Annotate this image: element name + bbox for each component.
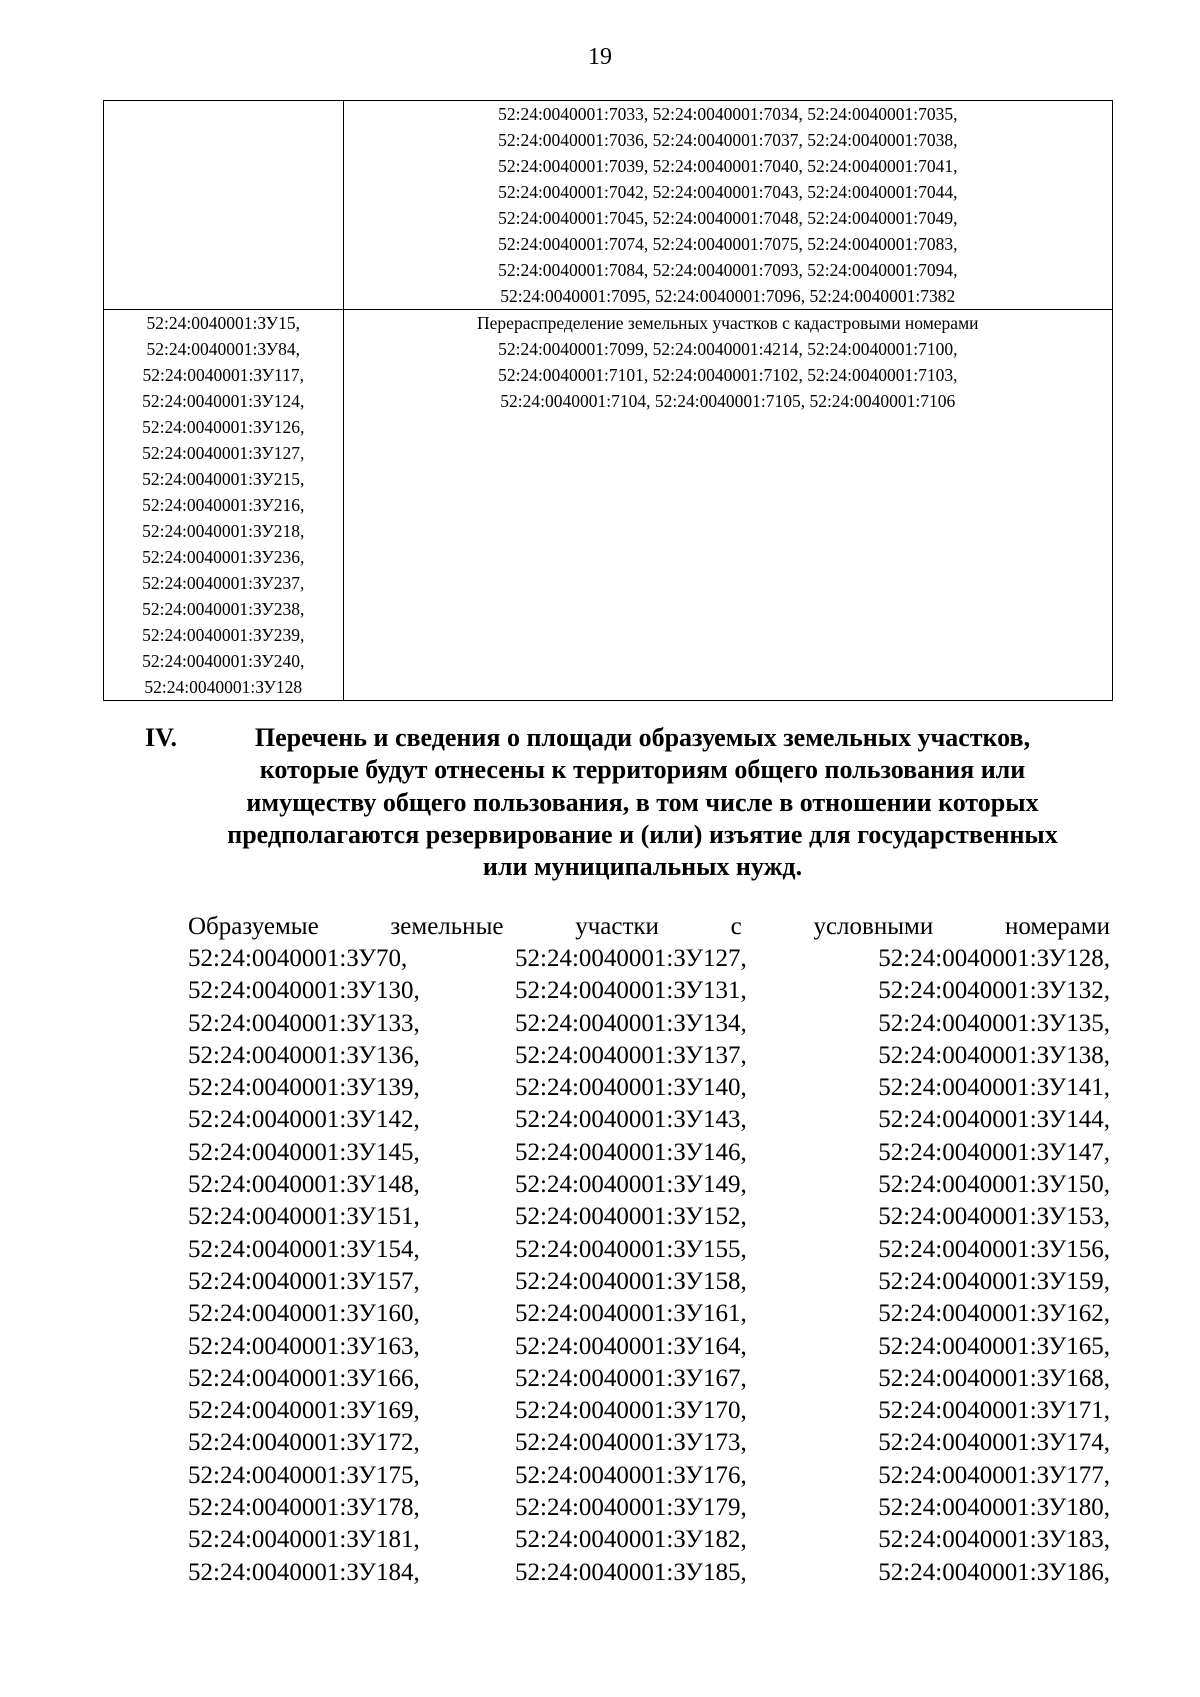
list-row [188,1397,1110,1429]
cell-text-line: 52:24:0040001:ЗУ238, [142,599,305,619]
plot-number: 52:24:0040001:ЗУ150, [878,1171,1110,1199]
plot-number: 52:24:0040001:ЗУ186, [878,1558,1110,1586]
plot-number: 52:24:0040001:ЗУ184, [188,1558,420,1586]
plot-number: 52:24:0040001:ЗУ146, [515,1138,747,1166]
plot-number: 52:24:0040001:ЗУ159, [878,1267,1110,1295]
list-row [188,945,1110,977]
list-row [188,1333,1110,1365]
list-row [188,1365,1110,1397]
plot-number: 52:24:0040001:ЗУ161, [515,1300,747,1328]
plot-number: 52:24:0040001:ЗУ168, [878,1364,1110,1392]
plot-number: 52:24:0040001:ЗУ183, [878,1526,1110,1554]
list-row [188,977,1110,1009]
cell-text-line: 52:24:0040001:ЗУ126, [142,417,305,437]
plot-number: 52:24:0040001:ЗУ136, [188,1041,420,1069]
plot-number: 52:24:0040001:ЗУ141, [878,1074,1110,1102]
cell-text-line: 52:24:0040001:ЗУ15, [146,313,300,333]
cell-text-line: 52:24:0040001:ЗУ117, [142,365,305,385]
list-row [188,1171,1110,1203]
plot-number: 52:24:0040001:ЗУ167, [515,1364,747,1392]
plot-number: 52:24:0040001:ЗУ148, [188,1171,420,1199]
cell-text-line: 52:24:0040001:7042, 52:24:0040001:7043, 52:24:0040001:7044, [498,182,958,202]
cell-text-line: 52:24:0040001:7074, 52:24:0040001:7075, 52:24:0040001:7083, [498,234,958,254]
section-title [185,722,1100,883]
plot-number: 52:24:0040001:ЗУ143, [515,1106,747,1134]
plot-number: 52:24:0040001:ЗУ157, [188,1267,420,1295]
intro-word: с [730,913,742,940]
list-row [188,1139,1110,1171]
land-plots-table [103,100,1113,701]
list-row [188,1429,1110,1461]
plot-rows [188,945,1110,1591]
plot-number: 52:24:0040001:ЗУ171, [878,1397,1110,1425]
plot-number: 52:24:0040001:ЗУ158, [515,1267,747,1295]
cell-text-line: 52:24:0040001:7039, 52:24:0040001:7040, 52:24:0040001:7041, [498,156,958,176]
list-row [188,1526,1110,1558]
list-intro [188,913,1110,945]
plot-number: 52:24:0040001:ЗУ185, [515,1558,747,1586]
list-row [188,1010,1110,1042]
cell-text-line: 52:24:0040001:7084, 52:24:0040001:7093, 52:24:0040001:7094, [498,260,958,280]
cell-text-line: 52:24:0040001:7045, 52:24:0040001:7048, 52:24:0040001:7049, [498,208,958,228]
plot-number: 52:24:0040001:ЗУ131, [515,977,747,1005]
intro-word: земельные [390,913,504,940]
section-title-line: которые будут отнесены к территориям общего пользования или [259,755,1026,785]
section-number: IV. [145,723,178,752]
cell-text-line: 52:24:0040001:7104, 52:24:0040001:7105, 52:24:0040001:7106 [500,391,956,411]
plot-number: 52:24:0040001:ЗУ155, [515,1235,747,1263]
plot-number: 52:24:0040001:ЗУ132, [878,977,1110,1005]
table-cell-plot-numbers [104,310,344,701]
plot-number: 52:24:0040001:ЗУ169, [188,1397,420,1425]
list-row [188,1300,1110,1332]
plot-number: 52:24:0040001:ЗУ162, [878,1300,1110,1328]
intro-word: участки [575,913,659,940]
list-row [188,1494,1110,1526]
plot-number: 52:24:0040001:ЗУ147, [878,1138,1110,1166]
list-row [188,1203,1110,1235]
cell-text-line: 52:24:0040001:7095, 52:24:0040001:7096, 52:24:0040001:7382 [500,286,956,306]
list-row [188,1559,1110,1591]
intro-word: номерами [1004,913,1111,940]
list-row [188,1106,1110,1138]
plot-number: 52:24:0040001:ЗУ70, [188,945,408,972]
plot-number: 52:24:0040001:ЗУ142, [188,1106,420,1134]
intro-word: Образуемые [188,913,319,940]
table-cell-description [343,101,1112,310]
plot-number: 52:24:0040001:ЗУ139, [188,1074,420,1102]
plot-number: 52:24:0040001:ЗУ178, [188,1494,420,1522]
list-row [188,1074,1110,1106]
plot-number: 52:24:0040001:ЗУ137, [515,1041,747,1069]
section-title-line: или муниципальных нужд. [482,852,803,882]
plot-number: 52:24:0040001:ЗУ153, [878,1203,1110,1231]
section-title-line: Перечень и сведения о площади образуемых земельных участков, [254,723,1031,752]
plot-number: 52:24:0040001:ЗУ140, [515,1074,747,1102]
section-title-line: предполагаются резервирование и (или) изъятие для государственных [227,819,1058,849]
plot-number: 52:24:0040001:ЗУ176, [515,1461,747,1489]
cell-text-line: 52:24:0040001:ЗУ240, [142,651,305,671]
plot-number: 52:24:0040001:ЗУ152, [515,1203,747,1231]
intro-word: условными [813,913,934,940]
plot-number: 52:24:0040001:ЗУ133, [188,1009,420,1037]
section-title-line: имуществу общего пользования, в том числе в отношении которых [246,787,1039,817]
plot-number: 52:24:0040001:ЗУ163, [188,1332,420,1360]
plot-number: 52:24:0040001:ЗУ145, [188,1138,420,1166]
cell-text-line: 52:24:0040001:7033, 52:24:0040001:7034, 52:24:0040001:7035, [498,104,958,124]
plot-number: 52:24:0040001:ЗУ181, [188,1526,420,1554]
cell-text-line: 52:24:0040001:ЗУ239, [142,625,305,645]
cell-text-line: 52:24:0040001:ЗУ215, [142,469,305,489]
plot-number: 52:24:0040001:ЗУ144, [878,1106,1110,1134]
plot-number: 52:24:0040001:ЗУ130, [188,977,420,1005]
plot-number: 52:24:0040001:ЗУ160, [188,1300,420,1328]
plot-number: 52:24:0040001:ЗУ166, [188,1364,420,1392]
plot-number: 52:24:0040001:ЗУ180, [878,1494,1110,1522]
plot-number: 52:24:0040001:ЗУ151, [188,1203,420,1231]
plot-number: 52:24:0040001:ЗУ127, [515,945,747,972]
plot-number: 52:24:0040001:ЗУ149, [515,1171,747,1199]
cell-text-line: 52:24:0040001:7101, 52:24:0040001:7102, 52:24:0040001:7103, [498,365,958,385]
plot-number: 52:24:0040001:ЗУ172, [188,1429,420,1457]
cell-text-line: 52:24:0040001:7099, 52:24:0040001:4214, 52:24:0040001:7100, [498,339,958,359]
plot-number: 52:24:0040001:ЗУ182, [515,1526,747,1554]
plot-number: 52:24:0040001:ЗУ134, [515,1009,747,1037]
plot-number: 52:24:0040001:ЗУ170, [515,1397,747,1425]
list-row [188,1462,1110,1494]
table-cell-plot-numbers [104,101,344,310]
plot-number: 52:24:0040001:ЗУ135, [878,1009,1110,1037]
plot-number: 52:24:0040001:ЗУ179, [515,1494,747,1522]
plot-number: 52:24:0040001:ЗУ173, [515,1429,747,1457]
cell-text-line: 52:24:0040001:ЗУ124, [142,391,305,411]
cell-text-line: 52:24:0040001:ЗУ84, [146,339,300,359]
plot-number: 52:24:0040001:ЗУ174, [878,1429,1110,1457]
plot-number: 52:24:0040001:ЗУ175, [188,1461,420,1489]
page-number: 19 [588,44,612,70]
list-row [188,1042,1110,1074]
cell-text-line: 52:24:0040001:ЗУ237, [142,573,305,593]
cell-text-line: 52:24:0040001:ЗУ236, [142,547,305,567]
table-row [104,101,1113,310]
plot-number: 52:24:0040001:ЗУ164, [515,1332,747,1360]
plot-number: 52:24:0040001:ЗУ156, [878,1235,1110,1263]
table-cell-description [343,310,1112,701]
table-row [104,310,1113,701]
list-row [188,1236,1110,1268]
cell-text-line: 52:24:0040001:ЗУ128 [144,677,303,697]
plot-number: 52:24:0040001:ЗУ165, [878,1332,1110,1360]
list-row [188,1268,1110,1300]
cell-text-line: 52:24:0040001:ЗУ216, [142,495,305,515]
cell-text-line: 52:24:0040001:7036, 52:24:0040001:7037, 52:24:0040001:7038, [498,130,958,150]
plot-number: 52:24:0040001:ЗУ138, [878,1041,1110,1069]
plot-number: 52:24:0040001:ЗУ128, [878,945,1110,972]
cell-text-line: 52:24:0040001:ЗУ218, [142,521,305,541]
plot-number: 52:24:0040001:ЗУ154, [188,1235,420,1263]
plot-number: 52:24:0040001:ЗУ177, [878,1461,1110,1489]
cell-text-line: 52:24:0040001:ЗУ127, [142,443,305,463]
cell-text-line: Перераспределение земельных участков с кадастровыми номерами [477,313,979,333]
